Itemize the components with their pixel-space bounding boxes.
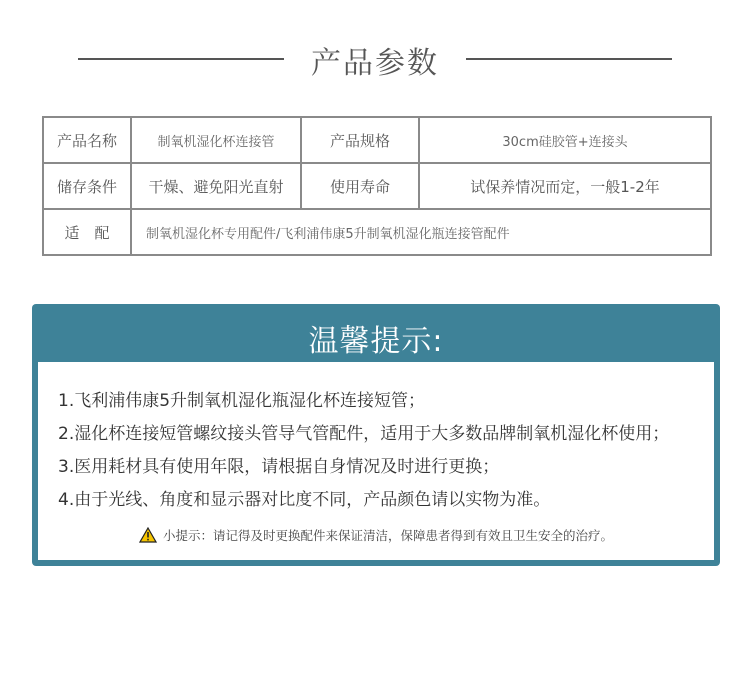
param-label-fit: 适 配 [43,209,131,255]
param-value-fit: 制氧机湿化杯专用配件/飞利浦伟康5升制氧机湿化瓶连接管配件 [131,209,711,255]
tip-item: 4.由于光线、角度和显示器对比度不同，产品颜色请以实物为准。 [58,490,551,510]
table-row [43,209,711,255]
table-row [43,117,711,163]
section-title: 产品参数 [311,46,439,81]
tip-item: 2.湿化杯连接短管螺纹接头管导气管配件，适用于大多数品牌制氧机湿化杯使用； [58,424,670,444]
param-label-spec: 产品规格 [301,117,419,163]
table-row [43,163,711,209]
param-label-name: 产品名称 [43,117,131,163]
tips-title: 温馨提示: [308,324,444,359]
param-label-lifespan: 使用寿命 [301,163,419,209]
tips-box [32,304,720,566]
tips-panel [38,362,714,560]
tips-note-text: 小提示：请记得及时更换配件来保证清洁，保障患者得到有效且卫生安全的治疗。 [162,528,613,543]
param-label-storage: 储存条件 [43,163,131,209]
param-value-spec: 30cm硅胶管+连接头 [419,117,711,163]
tip-item: 3.医用耗材具有使用年限，请根据自身情况及时进行更换； [58,457,500,477]
heading-divider-right [466,58,672,60]
param-value-name: 制氧机湿化杯连接管 [131,117,301,163]
product-params-table [42,116,712,256]
tips-note [38,526,714,546]
section-heading [0,36,750,80]
tip-item: 1.飞利浦伟康5升制氧机湿化瓶湿化杯连接短管； [58,391,426,411]
param-value-lifespan: 试保养情况而定，一般1-2年 [419,163,711,209]
param-value-storage: 干燥、避免阳光直射 [131,163,301,209]
warning-icon [139,527,157,546]
